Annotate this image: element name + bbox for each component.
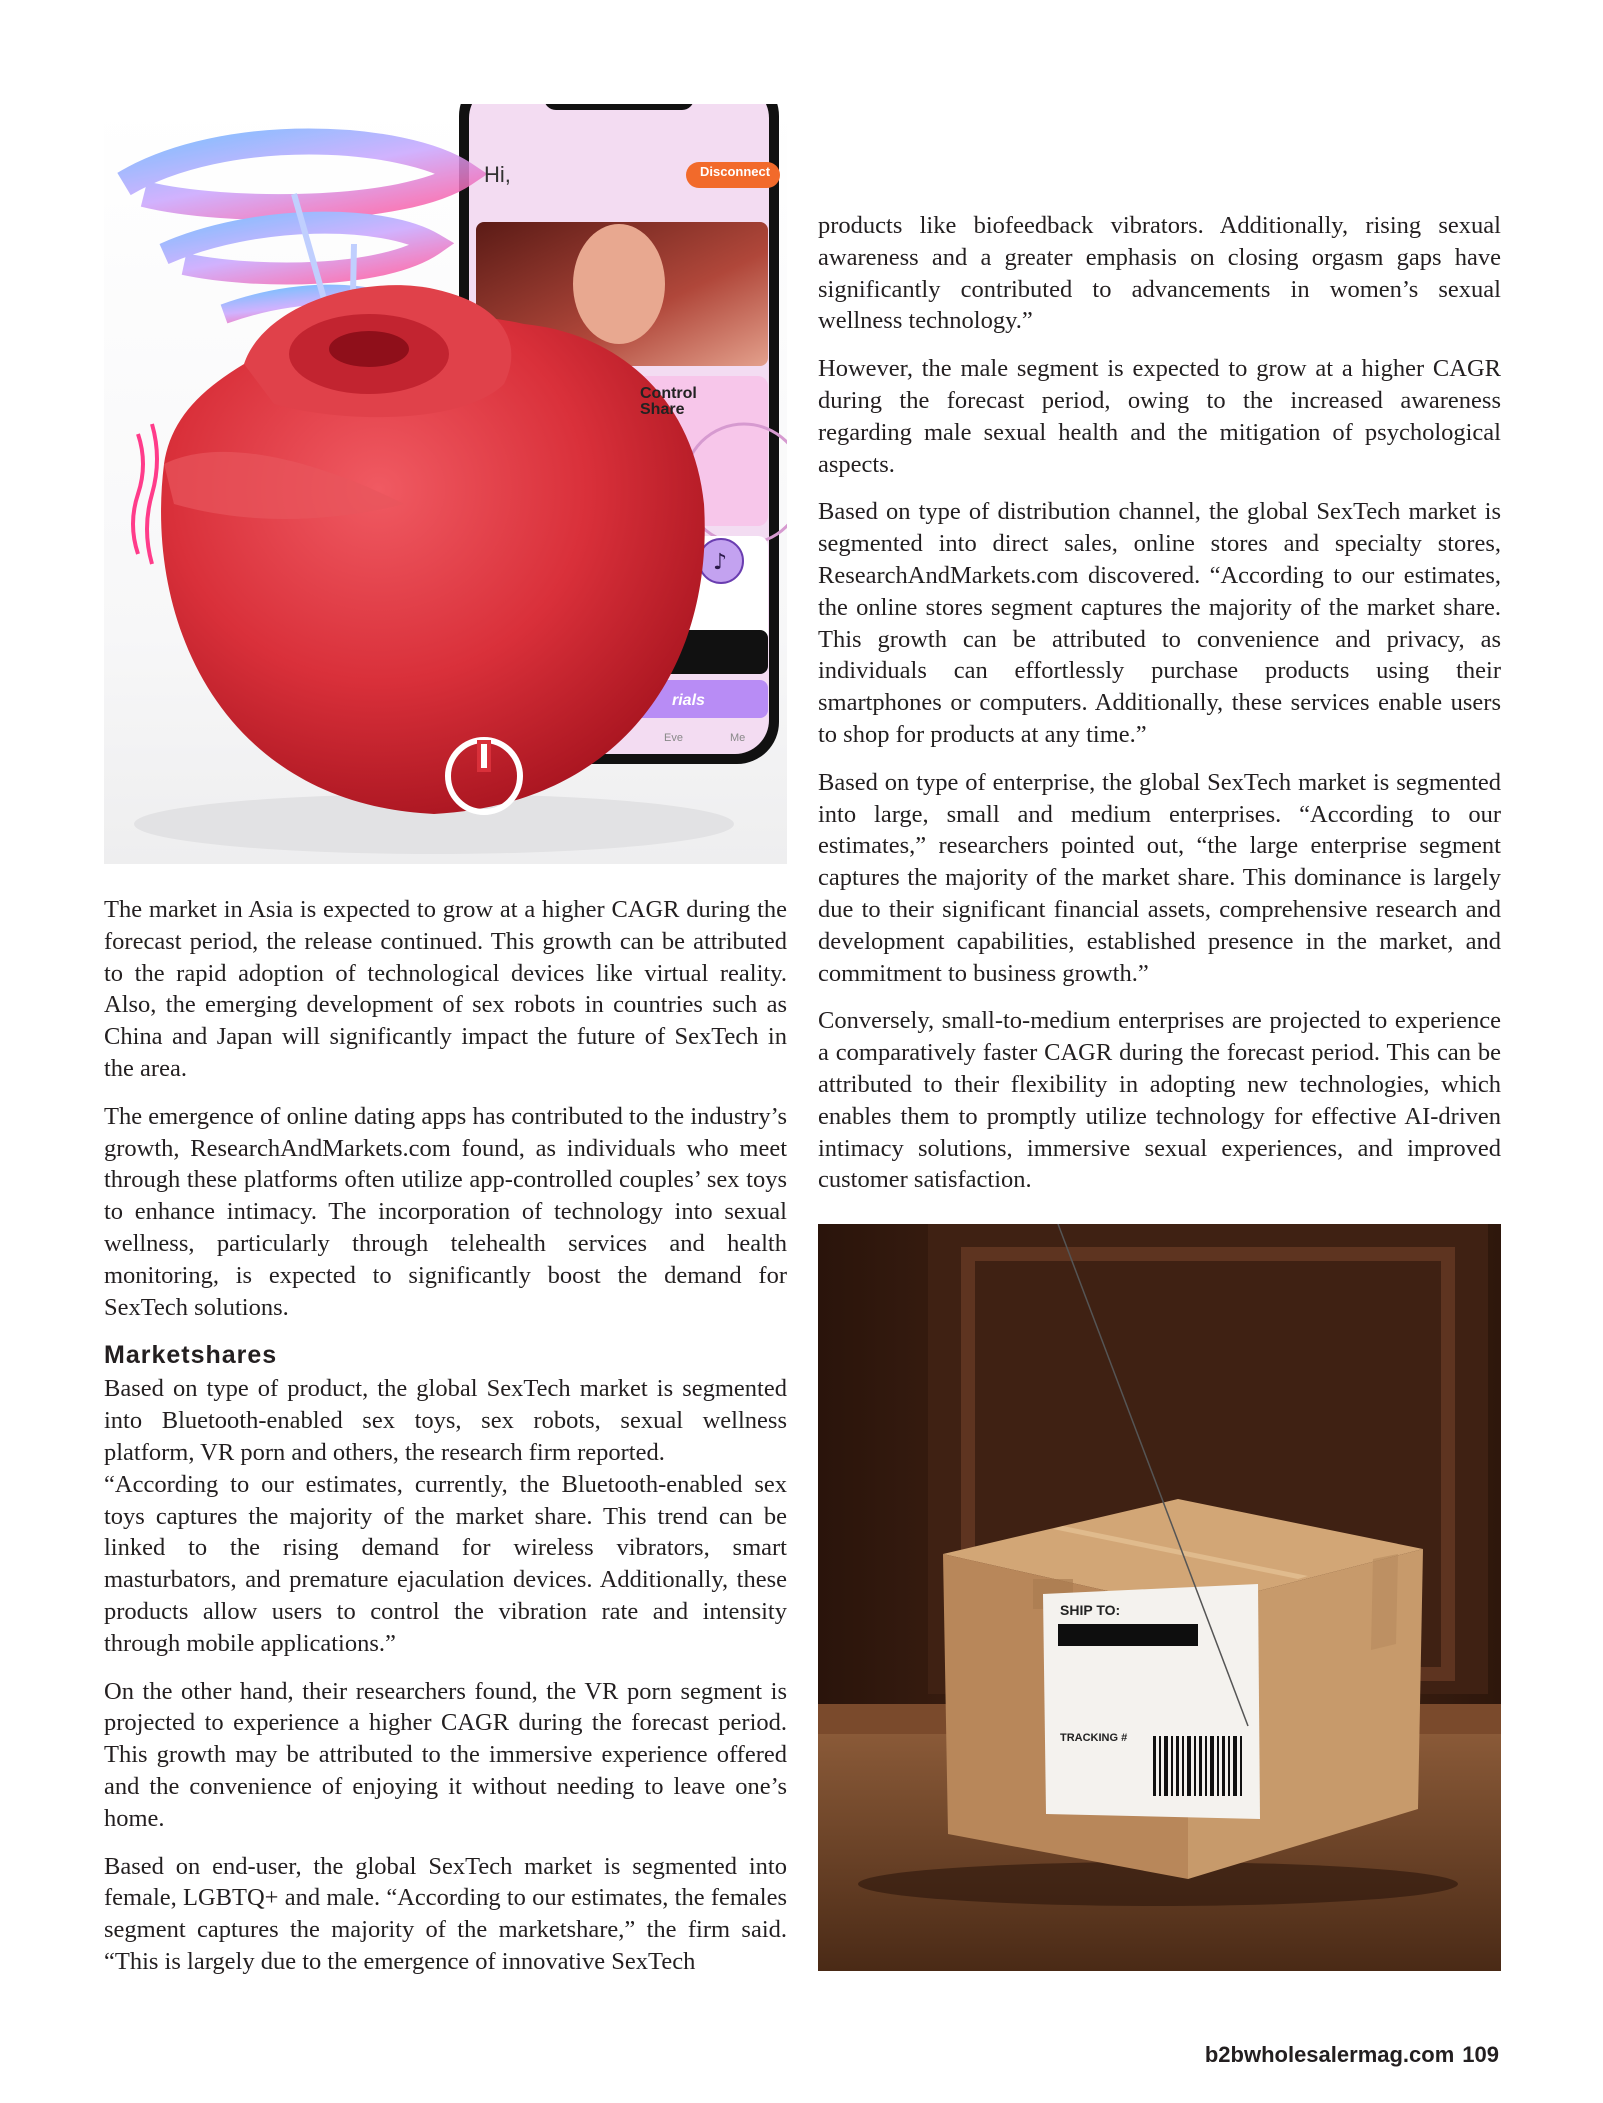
- left-text-column: [104, 894, 787, 1994]
- paragraph-dating-apps: The emergence of online dating apps has contributed to the industry’s growth, ResearchAndMarkets.com found, as individuals who meet through these platforms often utilize app-controlled couples’ sex toys to enhance intimacy. The incorporation of technology into sexual wellness, particularly through telehealth services and health monitoring, is expected to significantly boost the demand for SexTech solutions.: [104, 1102, 787, 1321]
- product-image: [104, 104, 787, 864]
- paragraph-bluetooth-toys: “According to our estimates, currently, the Bluetooth-enabled sex toys captures the majority of the market share. This trend can be linked to the rising demand for wireless vibrators, smart masturbators, and premature ejaculation devices. Additionally, these products allow users to control the vibration rate and intensity through mobile applications.”: [104, 1470, 787, 1657]
- tutorial-card-label: rials: [672, 692, 705, 709]
- tab-me: Me: [730, 732, 746, 744]
- section-heading-marketshares: Marketshares: [104, 1341, 278, 1370]
- page-number: 109: [1462, 2042, 1499, 2067]
- paragraph-vr-segment: On the other hand, their researchers found, the VR porn segment is projected to experience a higher CAGR during the forecast period. This growth may be attributed to the immersive experience offered and the convenience of enjoying it without needing to leave one’s home.: [104, 1677, 787, 1832]
- tab-eve: Eve: [664, 732, 683, 744]
- paragraph-asia-market: The market in Asia is expected to grow at a higher CAGR during the forecast period, the release continued. This growth can be attributed to the rapid adoption of technological devices like virtual reality. Also, the emerging development of sex robots in countries such as China and Japan will significantly impact the future of SexTech in the area.: [104, 896, 787, 1082]
- label-tracking: TRACKING #: [1060, 1732, 1128, 1744]
- paragraph-male-segment: However, the male segment is expected to grow at a higher CAGR during the forecast period, owing to the increased awareness regarding male sexual health and the mitigation of psychological aspects.: [818, 355, 1501, 478]
- paragraph-enterprise: Based on type of enterprise, the global SexTech market is segmented into large, small and medium enterprises. “According to our estimates,” researchers pointed out, “the large enterprise segment captures the majority of the market share. This dominance is largely due to their significant financial assets, comprehensive research and development capabilities, established presence in the market, and commitment to business growth.”: [818, 768, 1501, 987]
- label-ship-to: SHIP TO:: [1060, 1602, 1121, 1618]
- paragraph-sme: Conversely, small-to-medium enterprises are projected to experience a comparatively faster CAGR during the forecast period. This can be attributed to their flexibility in adopting new technologies, which enables them to promptly utilize technology for effective AI-driven intimacy solutions, immersive sexual experiences, and improved customer satisfaction.: [818, 1007, 1501, 1194]
- paragraph-end-user: Based on end-user, the global SexTech market is segmented into female, LGBTQ+ and male. “According to our estimates, the females segment captures the majority of the marketshare,” the firm said. “This is largely due to the emergence of innovative SexTech: [104, 1852, 787, 1975]
- vibration-marks-icon: [133, 424, 157, 564]
- rose-toy-illustration: [161, 285, 705, 814]
- footer-site[interactable]: b2bwholesalermag.com: [1204, 2042, 1455, 2067]
- paragraph-product-type: Based on type of product, the global SexTech market is segmented into Bluetooth-enabled sex toys, sex robots, sexual wellness platform, VR porn and others, the research firm reported.: [104, 1375, 787, 1466]
- package-image: [818, 1224, 1501, 1971]
- phone-greeting: Hi,: [484, 162, 511, 187]
- svg-text:♪: ♪: [713, 550, 728, 575]
- paragraph-biofeedback: products like biofeedback vibrators. Additionally, rising sexual awareness and a greater emphasis on closing orgasm gaps have significantly contributed to advancements in women’s sexual wellness technology.”: [818, 212, 1501, 335]
- paragraph-distribution: Based on type of distribution channel, the global SexTech market is segmented into direct sales, online stores and specialty stores, ResearchAndMarkets.com discovered. “According to our estimates, the online stores segment captures the majority of the market share. This growth can be attributed to convenience and privacy, as individuals can effortlessly purchase products using their smartphones or computers. Additionally, these services enable users to shop for products at any time.”: [818, 498, 1501, 748]
- page-footer: [1205, 2042, 1499, 2068]
- disconnect-button: Disconnect: [700, 164, 771, 179]
- right-text-column: [818, 210, 1501, 1212]
- control-share-card-label: Control Share: [640, 385, 697, 418]
